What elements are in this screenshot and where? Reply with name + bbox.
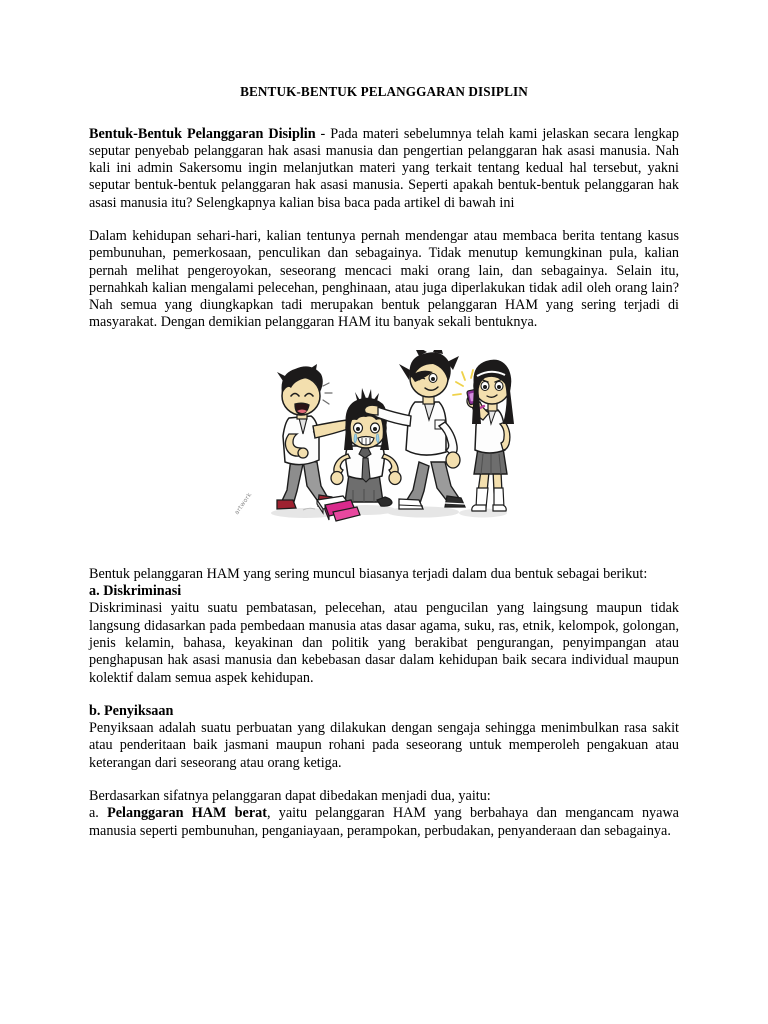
document-body [89, 84, 679, 856]
ham-berat-bold: Pelanggaran HAM berat [107, 805, 267, 822]
paragraph-closing-lead: Berdasarkan sifatnya pelanggaran dapat dibedakan menjadi dua, yaitu: [89, 788, 491, 805]
paragraph-forms-intro: Bentuk pelanggaran HAM yang sering muncul biasanya terjadi dalam dua bentuk sebagai berikut: [89, 565, 648, 582]
artist-signature: artwork [233, 491, 254, 516]
heading-penyiksaan: b. Penyiksaan [89, 702, 174, 719]
paragraph-intro [89, 126, 679, 212]
illustration-figure [89, 350, 679, 546]
illustration-svg [233, 350, 535, 546]
paragraph-ham-berat [89, 805, 679, 840]
paragraph-daily-life: Dalam kehidupan sehari-hari, kalian tentunya pernah mendengar atau membaca berita tentang kasus pembunuhan, pemerkosaan, penculikan dan sebagainya. Tidak menutup kemungkinan pula, kalian pernah melihat pengeroyokan, seseorang mencaci maki orang lain, dan sebagainya. Selain itu, pernahkah kalian mengalami pelecehan, penghinaan, atau juga diperlakukan tidak adil oleh orang lain? Nah semua yang diungkapkan tadi merupakan bentuk pelanggaran HAM yang sering terjadi di masyarakat. Dengan demikian pelanggaran HAM itu banyak sekali bentuknya. [89, 227, 679, 331]
heading-diskriminasi: a. Diskriminasi [89, 583, 182, 600]
paragraph-diskriminasi: Diskriminasi yaitu suatu pembatasan, pelecehan, atau pengucilan yang laingsung maupun tidak langsung didasarkan pada pembedaan manusia atas dasar agama, suku, ras, etnik, kelompok, golongan, jenis kelamin, bahasa, keyakinan dan politik yang berakibat pengurangan, penyimpangan atau penghapusan hak asasi manusia dan kebebasan dasar dalam kehidupan baik secara individual maupun kolektif dalam semua aspek kehidupan. [89, 600, 679, 686]
intro-rest-text: - Pada materi sebelumnya telah kami jelaskan secara lengkap seputar penyebab pelanggaran hak asasi manusia dan pengertian pelanggaran hak asasi manusia. Nah kali ini admin Sakersomu ingin melanjutkan materi yang terkait tentang kedual hal tersebut, yakni seputar bentuk-bentuk pelanggaran hak asasi manusia. Seperti apakah bentuk-bentuk pelanggaran hak asasi manusia itu? Selengkapnya kalian bisa baca pada artikel di bawah ini [89, 125, 679, 211]
paragraph-penyiksaan: Penyiksaan adalah suatu perbuatan yang dilakukan dengan sengaja sehingga menimbulkan rasa sakit atau penderitaan baik jasmani maupun rohani pada seseorang untuk memperoleh pengakuan atau keterangan dari seseorang atau orang ketiga. [89, 720, 679, 771]
page-title: BENTUK-BENTUK PELANGGARAN DISIPLIN [240, 84, 528, 99]
bullying-illustration [233, 350, 535, 546]
ham-berat-rest: , yaitu pelanggaran HAM yang berbahaya dan mengancam nyawa manusia seperti pembunuhan, penganiayaan, perampokan, perbudakan, penyanderaan dan sebagainya. [89, 805, 679, 839]
intro-lead-bold: Bentuk-Bentuk Pelanggaran Disiplin [89, 125, 316, 142]
list-marker-a: a. [89, 805, 108, 822]
